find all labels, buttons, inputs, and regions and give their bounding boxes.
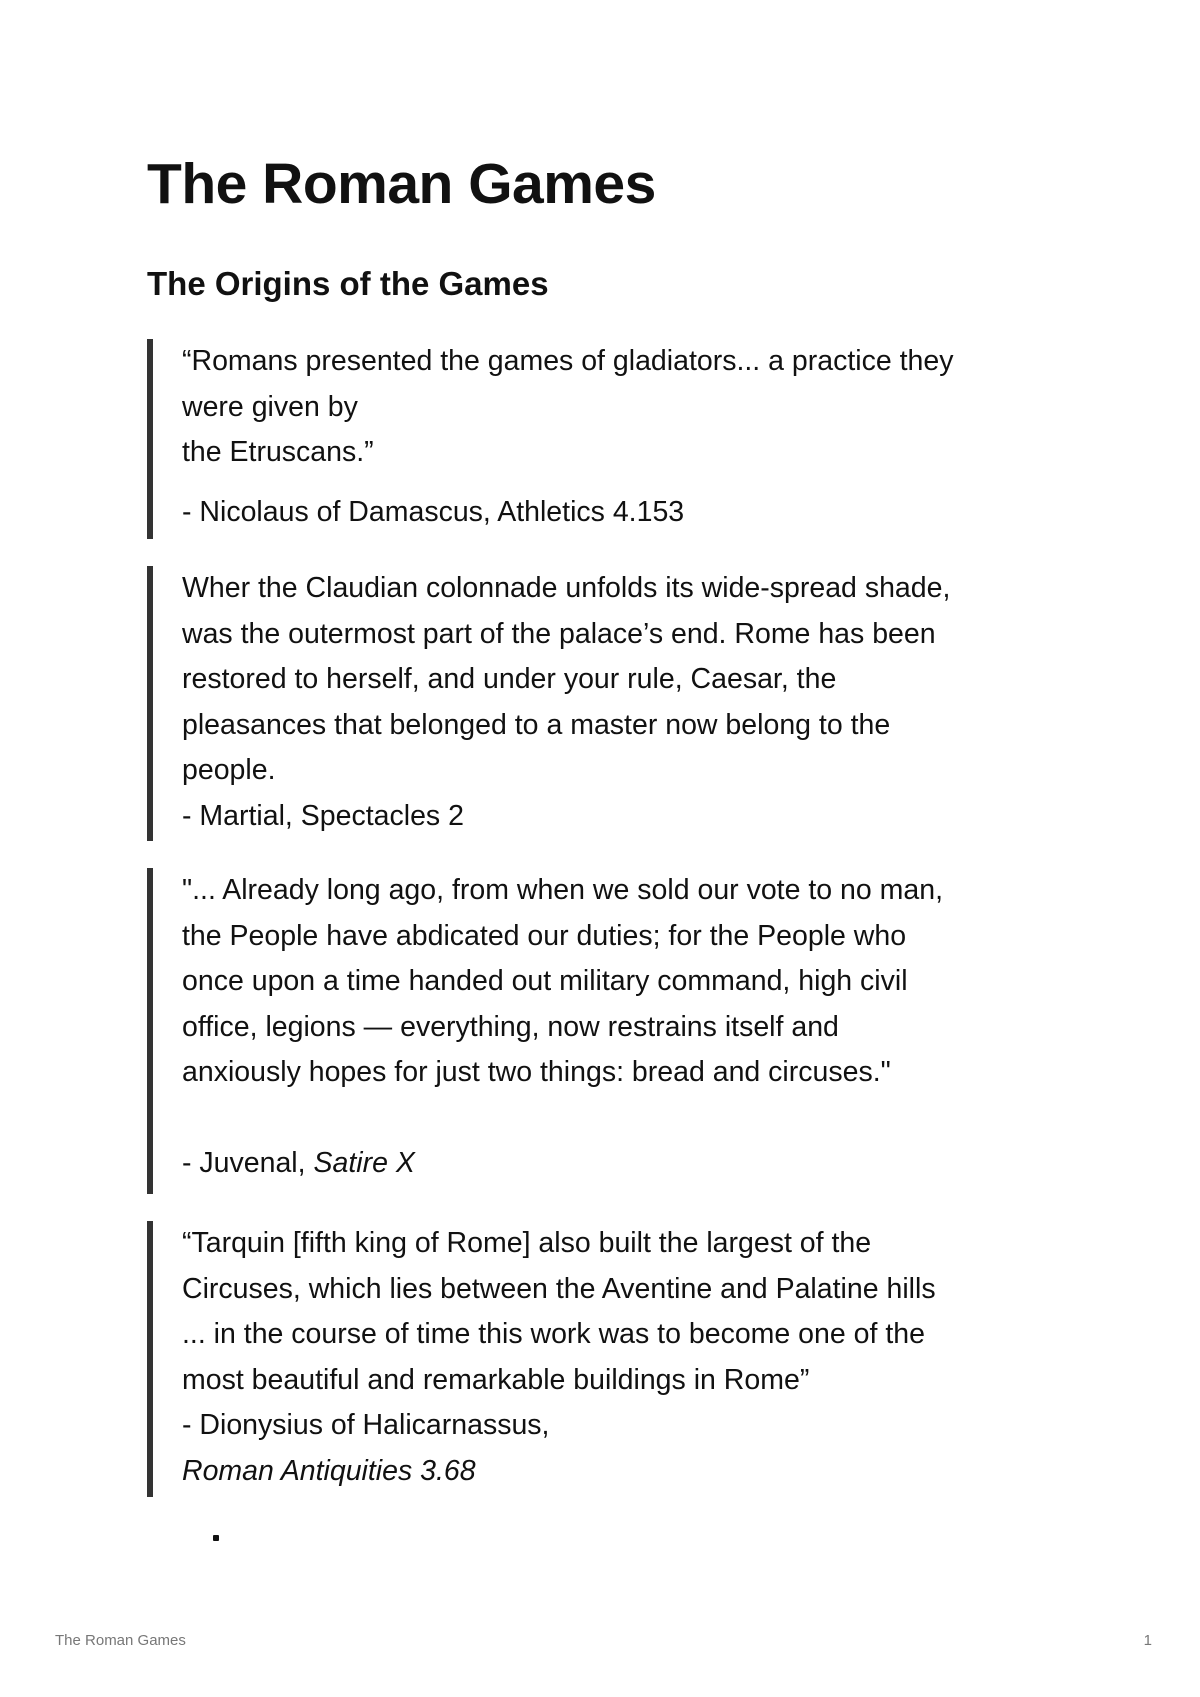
blank-line — [182, 1096, 1077, 1142]
quote-line: people. — [182, 754, 276, 786]
page-content — [147, 150, 1077, 1487]
quote-martial — [147, 566, 1077, 841]
document-title: The Roman Games — [147, 152, 656, 216]
quote-attribution: - Nicolaus of Damascus, Athletics 4.153 — [182, 495, 685, 528]
quote-line: anxiously hopes for just two things: bread and circuses." — [182, 1056, 891, 1088]
quote-line: "... Already long ago, from when we sold our vote to no man, — [182, 874, 944, 906]
quote-line: the People have abdicated our duties; for the People who — [182, 919, 907, 952]
quote-line: Circuses, which lies between the Aventine and Palatine hills — [182, 1272, 936, 1305]
footer-title: The Roman Games — [55, 1632, 186, 1649]
stray-dot — [213, 1535, 219, 1541]
quote-line: restored to herself, and under your rule, Caesar, the — [182, 663, 837, 695]
quote-attribution: - Dionysius of Halicarnassus, — [182, 1409, 550, 1441]
quote-nicolaus — [147, 339, 1077, 539]
attribution-author: - Juvenal, — [182, 1147, 314, 1179]
quote-juvenal — [147, 868, 1077, 1194]
quote-attribution — [182, 1141, 1077, 1187]
quote-line: “Tarquin [fifth king of Rome] also built the largest of the — [182, 1227, 872, 1259]
section-heading: The Origins of the Games — [147, 265, 549, 302]
quote-line: were given by — [182, 390, 358, 423]
quote-line: pleasances that belonged to a master now belong to the — [182, 708, 891, 741]
spacer — [182, 476, 1077, 490]
quote-line: once upon a time handed out military command, high civil — [182, 965, 908, 997]
quote-line: most beautiful and remarkable buildings in Rome” — [182, 1363, 810, 1396]
quote-line: office, legions — everything, now restrains itself and — [182, 1010, 839, 1043]
footer-page-number: 1 — [1143, 1632, 1152, 1649]
quote-line: ... in the course of time this work was to become one of the — [182, 1318, 925, 1350]
quote-line: “Romans presented the games of gladiators... a practice they — [182, 345, 954, 377]
attribution-work: Satire X — [313, 1147, 415, 1179]
quote-line: was the outermost part of the palace’s end. Rome has been — [182, 617, 936, 650]
quote-attribution-work — [182, 1449, 1077, 1495]
attribution-work: Roman Antiquities 3.68 — [182, 1454, 476, 1487]
quote-dionysius — [147, 1221, 1077, 1497]
quote-line: Wher the Claudian colonnade unfolds its wide-spread shade, — [182, 572, 951, 604]
quote-attribution: - Martial, Spectacles 2 — [182, 799, 464, 832]
quote-line: the Etruscans.” — [182, 436, 374, 468]
